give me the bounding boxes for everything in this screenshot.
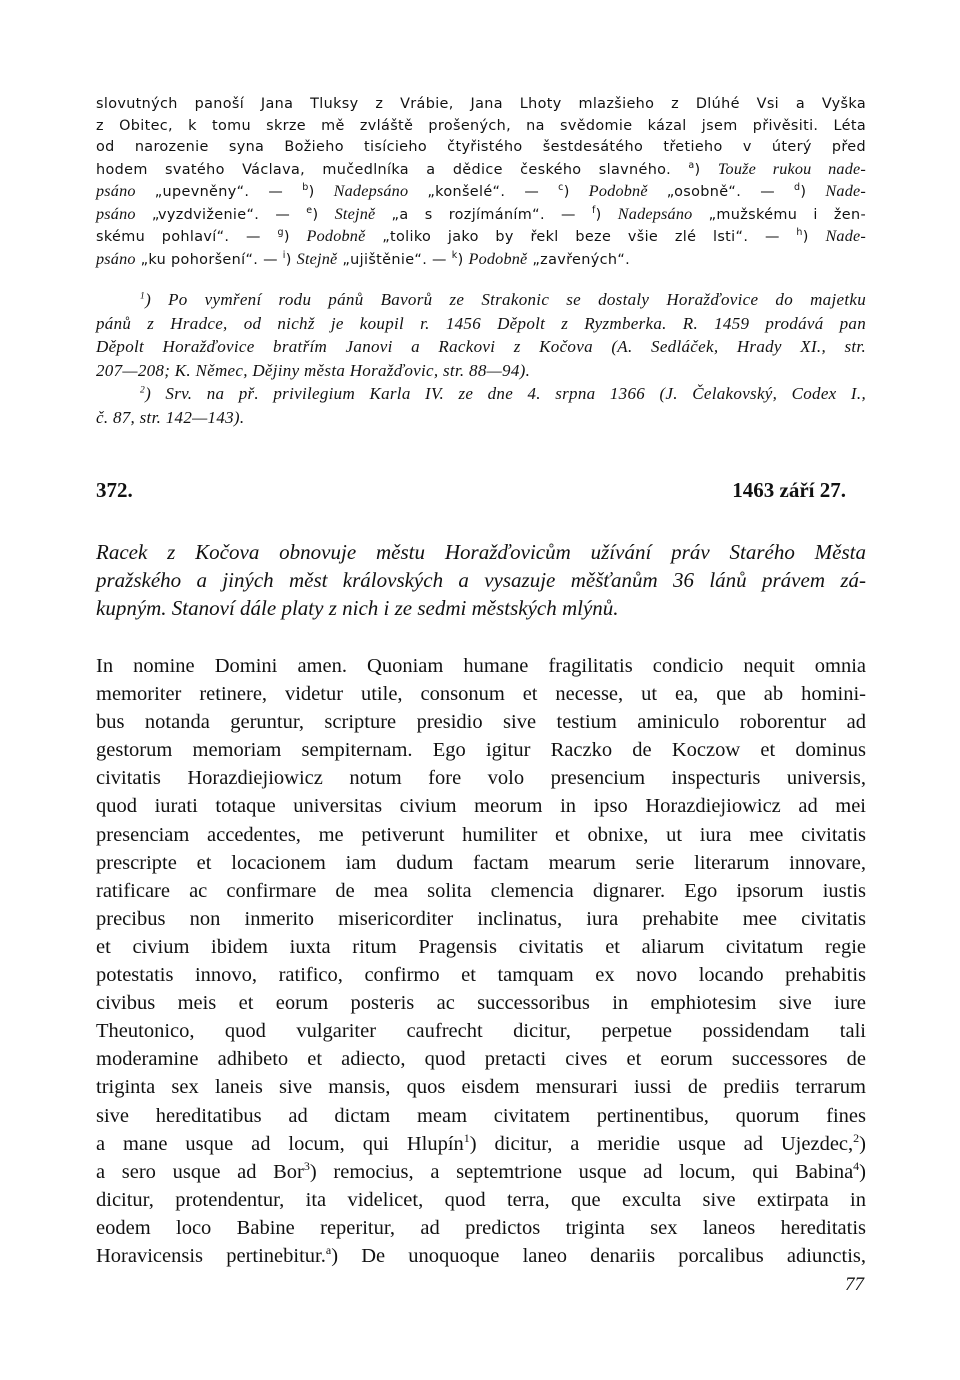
note-marker: c bbox=[558, 182, 564, 194]
note-marker: f bbox=[591, 204, 596, 216]
apparatus-criticus bbox=[96, 94, 866, 271]
note-marker: e bbox=[306, 204, 313, 216]
text-run: „toliko jako by řekl beze všie zlé lsti“. — bbox=[365, 229, 797, 245]
charter-line bbox=[96, 961, 866, 989]
note-marker: 1 bbox=[463, 1130, 470, 1145]
text-run: „konšelé“. — bbox=[408, 184, 559, 200]
historical-footnotes bbox=[96, 288, 866, 429]
charter-line bbox=[96, 736, 866, 764]
text-run: z Obitec, k tomu skrze mě zvláště prošených, na svědomie kázal jsem přivěsiti. Léta bbox=[96, 117, 866, 134]
text-run: Theutonico, quod vulgariter caufrecht dicitur, perpetue possidendam tali bbox=[96, 1020, 866, 1043]
text-run: „mužskému i žen- bbox=[692, 206, 867, 223]
text-run: quod iurati totaque universitas civium meorum in ipso Horazdiejiowicz ad mei bbox=[96, 795, 866, 818]
charter-line bbox=[96, 1214, 866, 1242]
charter-line bbox=[96, 849, 866, 877]
text-run: ) Po vymření rodu pánů Bavorů ze Strakonic se dostaly Horažďovice do majetku bbox=[145, 290, 866, 309]
text-run: ) bbox=[694, 161, 718, 178]
text-run: ) bbox=[859, 1132, 866, 1155]
text-run: eodem loco Babine reperitur, ad predictos triginta sex laneos hereditatis bbox=[96, 1216, 866, 1239]
footnote-line bbox=[96, 335, 866, 359]
footnote-line bbox=[96, 288, 866, 312]
charter-line bbox=[96, 708, 866, 736]
apparatus-line bbox=[96, 159, 866, 182]
charter-line bbox=[96, 1017, 866, 1045]
regest-line: pražského a jiných měst královských a vysazuje měšťanům 36 lánů právem zá- bbox=[96, 568, 866, 592]
note-marker: a bbox=[688, 159, 695, 171]
charter-line bbox=[96, 905, 866, 933]
note-marker: a bbox=[325, 1243, 332, 1258]
note-marker: 1 bbox=[140, 291, 146, 302]
footnote-line bbox=[96, 312, 866, 336]
text-run: hodem svatého Václava, mučedlníka a dědice českého slavného. bbox=[96, 161, 689, 178]
regest-summary bbox=[96, 538, 866, 622]
text-run: civitatis Horazdiejiowicz notum fore volo presencium inspecturis universis, bbox=[96, 767, 866, 790]
italic-text: Nadepsáno bbox=[333, 182, 409, 200]
charter-line bbox=[96, 1102, 866, 1130]
text-run: memoriter retinere, videtur utile, consonum et necesse, ut ea, que ab homini- bbox=[96, 683, 866, 706]
text-run: „ujištěnie“. — bbox=[337, 251, 452, 268]
apparatus-line bbox=[96, 226, 866, 249]
text-run: prescripte et locacionem iam dudum factam mearum serie literarum innovare, bbox=[96, 851, 866, 874]
note-marker: d bbox=[794, 182, 801, 194]
text-run: „zavřených“. bbox=[527, 251, 631, 268]
text-run: ) bbox=[308, 184, 334, 200]
text-run: triginta sex laneis sive mansis, quos eisdem mensurari iussi de prediis terrarum bbox=[96, 1076, 866, 1099]
italic-text: psáno bbox=[96, 182, 136, 200]
text-run: presenciam accedentes, me petiverunt humiliter et obnixe, ut iura mee civitatis bbox=[96, 823, 866, 846]
charter-line bbox=[96, 1242, 866, 1270]
italic-text: Stejně bbox=[296, 249, 338, 268]
charter-line bbox=[96, 652, 866, 680]
italic-text: Nadepsáno bbox=[617, 204, 693, 223]
regest-line: Racek z Kočova obnovuje městu Horažďovicům užívání práv Starého Města bbox=[96, 540, 866, 564]
text-run: ) dicitur, a meridie usque ad Ujezdec, bbox=[469, 1132, 854, 1155]
italic-text: Nade- bbox=[825, 182, 866, 200]
apparatus-line bbox=[96, 249, 866, 272]
text-run: ) bbox=[285, 251, 297, 268]
italic-text: Podobně bbox=[468, 249, 528, 268]
text-run: potestatis innovo, ratifico, confirmo et tamquam ex novo locando prehabitis bbox=[96, 964, 866, 987]
document-number: 372. bbox=[96, 478, 133, 502]
charter-line bbox=[96, 989, 866, 1017]
apparatus-line bbox=[96, 137, 866, 159]
apparatus-line bbox=[96, 204, 866, 227]
text-run: ) bbox=[312, 206, 335, 223]
note-marker: 3 bbox=[303, 1158, 310, 1173]
text-run: ) bbox=[859, 1160, 866, 1183]
text-run: dicitur, protendentur, ita videlicet, quod terra, que exculta sive extirpata in bbox=[96, 1188, 866, 1211]
note-marker: k bbox=[451, 249, 458, 261]
text-run: Horavicensis pertinebitur. bbox=[96, 1244, 326, 1267]
text-run: et civium ibidem iuxta ritum Pragensis civitatis et aliarum civitatum regie bbox=[96, 935, 866, 958]
charter-line bbox=[96, 1130, 866, 1158]
note-marker: h bbox=[796, 227, 803, 239]
text-run: gestorum memoriam sempiternam. Ego igitur Raczko de Koczow et dominus bbox=[96, 739, 866, 762]
italic-text: psáno bbox=[96, 249, 136, 268]
italic-text: psáno bbox=[96, 204, 136, 223]
italic-text: Touže rukou nade- bbox=[717, 159, 866, 178]
text-run: ) bbox=[595, 206, 618, 223]
text-run: pánů z Hradce, od nichž je koupil r. 1456 Děpolt z Ryzmberka. R. 1459 prodává pan bbox=[96, 313, 866, 333]
text-run: ) De unoquoque laneo denariis porcalibus adiunctis, bbox=[331, 1244, 866, 1267]
footnote-line bbox=[96, 382, 866, 406]
footnote-line bbox=[96, 406, 866, 430]
charter-line bbox=[96, 1186, 866, 1214]
charter-line bbox=[96, 821, 866, 849]
italic-text: Nade- bbox=[825, 227, 866, 245]
text-run: „osobně“. — bbox=[647, 184, 794, 200]
regest-line: kupným. Stanoví dále platy z nich i ze sedmi městských mlýnů. bbox=[96, 596, 619, 620]
charter-text bbox=[96, 652, 866, 1270]
charter-line bbox=[96, 792, 866, 820]
text-run: a sero usque ad Bor bbox=[96, 1160, 304, 1183]
text-run: č. 87, str. 142—143). bbox=[96, 407, 245, 427]
note-marker: g bbox=[277, 227, 284, 239]
charter-line bbox=[96, 1045, 866, 1073]
text-run: ) bbox=[800, 184, 826, 200]
charter-line bbox=[96, 877, 866, 905]
text-run: „vyzdviženie“. — bbox=[135, 206, 307, 223]
note-marker: 2 bbox=[853, 1130, 860, 1145]
note-marker: 4 bbox=[853, 1158, 860, 1173]
apparatus-line bbox=[96, 94, 866, 116]
page-number: 77 bbox=[845, 1274, 864, 1295]
text-run: precibus non inmerito misericorditer inclinatus, iura prehabite mee civitatis bbox=[96, 907, 866, 930]
text-run: slovutných panoší Jana Tluksy z Vrábie, Jana Lhoty mlazšieho z Dlúhé Vsi a Vyška bbox=[96, 96, 866, 112]
text-run: moderamine adhibeto et adiecto, quod pretacti cives et eorum successores de bbox=[96, 1048, 866, 1071]
note-marker: 2 bbox=[140, 385, 146, 396]
text-run: sive hereditatibus ad dictam meam civitatem pertinentibus, quorum fines bbox=[96, 1104, 866, 1127]
charter-line bbox=[96, 933, 866, 961]
text-run: „ku pohoršení“. — bbox=[135, 251, 283, 268]
text-run: ) remocius, a septemtrione usque ad locum, qui Babina bbox=[309, 1160, 854, 1183]
text-run: skému pohlaví“. — bbox=[96, 229, 278, 245]
note-marker: b bbox=[302, 182, 309, 194]
apparatus-line bbox=[96, 181, 866, 204]
text-run: „a s rozjímáním“. — bbox=[375, 206, 592, 223]
note-marker: i bbox=[282, 249, 286, 261]
text-run: ) bbox=[457, 251, 469, 268]
charter-line bbox=[96, 1073, 866, 1101]
text-run: a mane usque ad locum, qui Hlupín bbox=[96, 1132, 464, 1155]
apparatus-line bbox=[96, 116, 866, 138]
charter-line bbox=[96, 680, 866, 708]
text-run: ratificare ac confirmare de mea solita clemencia dignarer. Ego ipsorum iustis bbox=[96, 879, 866, 902]
text-run: In nomine Domini amen. Quoniam humane fragilitatis condicio nequit omnia bbox=[96, 655, 866, 677]
text-run: ) bbox=[283, 229, 307, 245]
document-date: 1463 září 27. bbox=[732, 478, 846, 502]
text-run: ) bbox=[563, 184, 589, 200]
text-run: ) Srv. na př. privilegium Karla IV. ze dne 4. srpna 1366 (J. Čelakovský, Codex I., bbox=[145, 384, 866, 403]
charter-line bbox=[96, 1158, 866, 1186]
italic-text: Podobně bbox=[306, 227, 366, 245]
italic-text: Stejně bbox=[334, 204, 376, 223]
text-run: „upevněny“. — bbox=[135, 184, 303, 200]
italic-text: Podobně bbox=[588, 182, 648, 200]
text-run: bus notanda geruntur, scripture presidio sive testium aminiculo roborentur ad bbox=[96, 711, 866, 734]
text-run: od narozenie syna Božieho tisícieho čtyřistého šestdesátého třetieho v úterý před bbox=[96, 139, 866, 155]
text-run: civibus meis et eorum posteris ac successoribus in emphiotesim sive iure bbox=[96, 992, 866, 1015]
text-run: 207—208; K. Němec, Dějiny města Horažďovic, str. 88—94). bbox=[96, 360, 531, 380]
text-run: Děpolt Horažďovice bratřím Janovi a Rackovi z Kočova (A. Sedláček, Hrady XI., str. bbox=[96, 337, 866, 356]
footnote-line bbox=[96, 359, 866, 383]
text-run: ) bbox=[802, 229, 826, 245]
charter-line bbox=[96, 764, 866, 792]
